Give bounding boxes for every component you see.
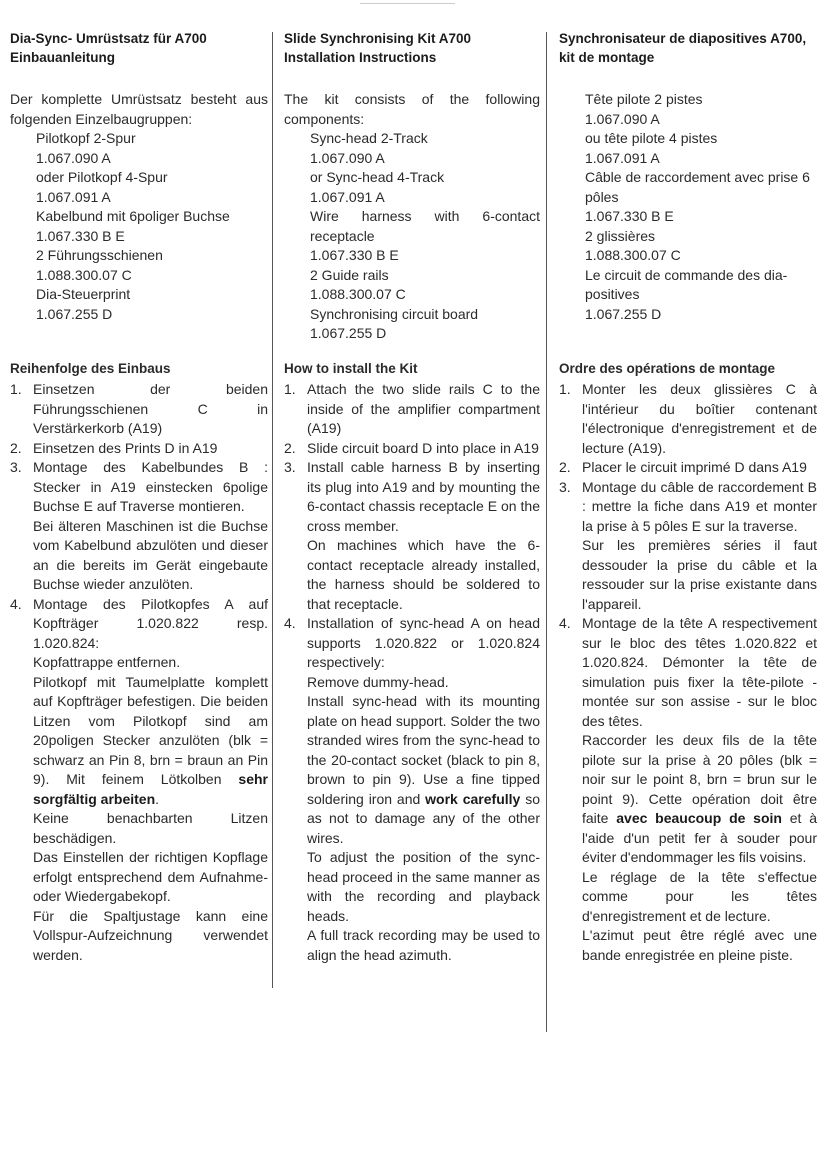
german-title-line2: Einbauanleitung [10,49,116,65]
step-1 [10,380,268,439]
english-title [284,30,540,67]
step-number: 3. [559,478,571,495]
step-2 [10,439,268,459]
french-column [559,30,817,1060]
step-3 [559,478,817,615]
parts-item: 2 Guide rails [310,266,389,283]
english-parts-list [284,129,540,344]
parts-item: 1.067.255 D [36,305,113,322]
step-text: Attach the two slide rails C to the inside of the amplifier compartment (A19) [307,381,540,436]
step-note: On machines which have the 6-contact receptacle already installed, the harness should be soldered to that receptacle. [307,537,540,612]
step-number: 2. [10,439,22,456]
step-number: 3. [10,459,22,475]
step-note [307,692,540,848]
parts-item: 1.067.091 A [310,188,385,205]
parts-item: or Sync-head 4-Track [310,169,445,185]
step-number: 1. [10,381,22,397]
step-number: 2. [559,459,571,475]
step-note: Das Einstellen der richtigen Kopflage erfolgt entsprechend dem Aufnahme- oder Wiedergabekopf. [33,849,268,904]
parts-item: Kabelbund mit 6poliger Buchse [36,208,230,224]
step-note [582,731,817,868]
step-1 [559,380,817,458]
french-title-line1: Synchronisateur de diapositives A700, [559,31,807,46]
step-3 [10,458,268,595]
step-number: 3. [284,459,296,475]
parts-item: 1.067.255 D [585,305,662,322]
english-section-title: How to install the Kit [284,361,418,376]
parts-item: 1.067.090 A [36,149,111,166]
step-text: Montage des Pilotkopfes A auf Kopfträger 1.020.822 resp. 1.020.824: [33,595,268,651]
step-note-text: so as not to damage any of the other wires. [307,790,540,846]
step-note: Le réglage de la tête s'effectue comme pour les têtes d'enregistrement et de lecture. [582,868,817,924]
english-title-line2: Installation Instructions [284,49,437,65]
step-text: Montage de la tête A respectivement sur le bloc des têtes 1.020.822 et 1.020.824. Démonter la tête de simulation puis fixer la tête-pilote - montée sur son assise - sur le bloc des têtes. [582,615,817,729]
step-note: To adjust the position of the sync-head proceed in the same manner as with the recording and playback heads. [307,849,540,924]
parts-item: 1.088.300.07 C [585,247,681,263]
french-section-title: Ordre des opérations de montage [559,361,776,376]
step-text: Installation of sync-head A on head supports 1.020.822 or 1.020.824 respectively: [307,615,540,670]
parts-item: Câble de raccordement avec prise 6 [585,169,810,185]
german-steps [10,380,268,965]
parts-item: Synchronising circuit board [310,305,479,322]
step-4 [284,614,540,965]
german-section-title: Reihenfolge des Einbaus [10,361,171,376]
german-title [10,30,268,67]
parts-item: 2 Führungsschienen [36,247,163,263]
step-note-text: Raccorder les deux fils de la tête pilote sur la prise à 20 pôles (blk = noir sur le point 8, brn = brun sur le point 9). Cette opération doit être faite [582,732,817,826]
step-4 [559,614,817,965]
step-text: Placer le circuit imprimé D dans A19 [582,459,807,475]
step-3 [284,458,540,614]
step-text: Install cable harness B by inserting its plug into A19 and by mounting the 6-contact chassis receptacle E on the cross member. [307,459,540,534]
step-note: Remove dummy-head. [307,673,449,690]
english-steps [284,380,540,965]
emphasis-text: sehr sorgfältig arbeiten [33,771,268,807]
parts-item: positives [585,286,640,302]
step-text: Monter les deux glissières C à l'intérieur du boîtier contenant l'électronique d'enregistrement et de lecture (A19). [582,381,817,456]
step-number: 4. [284,615,296,631]
parts-item: Sync-head 2-Track [310,130,428,146]
step-2 [284,439,540,459]
step-text: Montage des Kabelbundes B : Stecker in A19 einstecken 6polige Buchse E auf Traverse montieren. [33,459,268,514]
step-number: 4. [10,595,22,612]
column-divider-2 [546,32,547,1032]
column-divider-1 [272,32,273,988]
english-intro: The kit consists of the following components: [284,91,540,127]
parts-item: Tête pilote 2 pistes [585,91,703,107]
french-parts-list [559,90,817,324]
top-edge-mark [360,3,455,4]
step-4 [10,595,268,966]
step-note: Sur les premières séries il faut dessouder la prise du câble et la ressouder sur la prise existante dans l'appareil. [582,537,817,612]
parts-item: Pilotkopf 2-Spur [36,130,136,146]
parts-item: oder Pilotkopf 4-Spur [36,169,168,185]
step-note [33,673,268,810]
step-note: Für die Spaltjustage kann eine Vollspur-Aufzeichnung verwendet werden. [33,907,268,963]
parts-item: 1.067.330 B E [36,227,125,244]
parts-item: 1.067.330 B E [310,247,399,263]
parts-item: Wire harness with 6-contact receptacle [310,208,540,244]
step-note-text: Install sync-head with its mounting plate on head support. Solder the two stranded wires from the sync-head to the 20-contact socket (black to pin 8, brown to pin 9). Use a fine tipped soldering iron and [307,693,540,807]
step-number: 4. [559,615,571,631]
step-text: Slide circuit board D into place in A19 [307,439,539,456]
french-steps [559,380,817,965]
french-title-line2: kit de montage [559,49,655,65]
step-number: 1. [559,381,571,397]
english-title-line1: Slide Synchronising Kit A700 [284,31,472,46]
step-note: Kopfattrappe entfernen. [33,654,181,670]
parts-item: 2 glissières [585,227,656,244]
step-note: Keine benachbarten Litzen beschädigen. [33,810,268,846]
parts-item: 1.067.090 A [310,149,385,166]
step-note-text: Pilotkopf mit Taumelplatte komplett auf Kopfträger befestigen. Die beiden Litzen vom Pilotkopf sind am 20poligen Stecker anzulöten (blk = schwarz an Pin 8, brn = braun an Pin 9). Mit feinem Lötkolben [33,673,268,787]
parts-item: ou tête pilote 4 pistes [585,130,718,146]
step-1 [284,380,540,439]
parts-item: 1.067.255 D [310,325,387,341]
parts-item: 1.067.091 A [36,188,111,205]
parts-item: 1.067.090 A [585,110,660,127]
parts-item: 1.088.300.07 C [36,266,132,283]
parts-item: 1.067.330 B E [585,208,674,224]
step-text: Einsetzen der beiden Führungsschienen C in Verstärkerkorb (A19) [33,381,268,436]
parts-item: 1.088.300.07 C [310,286,406,302]
parts-item: Le circuit de commande des dia- [585,266,788,283]
german-column [10,30,268,1030]
step-text: Montage du câble de raccordement B : mettre la fiche dans A19 et monter la prise à 5 pôles E sur la traverse. [582,478,817,534]
german-title-line1: Dia-Sync- Umrüstsatz für A700 [10,31,207,46]
step-note: Bei älteren Maschinen ist die Buchse vom Kabelbund abzulöten und dieser an die bereits im Gerät eingebaute Buchse wieder anzulöten. [33,517,268,592]
step-2 [559,458,817,478]
step-note-text: et à l'aide d'un petit fer à souder pour éviter d'endommager les fils voisins. [582,810,817,865]
parts-item: Dia-Steuerprint [36,286,131,302]
step-text: Einsetzen des Prints D in A19 [33,439,218,456]
step-number: 1. [284,381,296,397]
german-parts-list [10,129,268,324]
german-intro: Der komplette Umrüstsatz besteht aus folgenden Einzelbaugruppen: [10,91,268,127]
french-title [559,30,817,67]
emphasis-text: avec beaucoup de soin [616,810,782,826]
emphasis-text: work carefully [425,790,521,807]
step-note: L'azimut peut être réglé avec une bande enregistrée en pleine piste. [582,927,817,963]
parts-item: pôles [585,188,619,205]
english-column [284,30,540,1030]
step-note: A full track recording may be used to align the head azimuth. [307,927,540,963]
step-note-text: . [155,790,160,807]
step-number: 2. [284,439,296,456]
parts-item: 1.067.091 A [585,149,660,166]
